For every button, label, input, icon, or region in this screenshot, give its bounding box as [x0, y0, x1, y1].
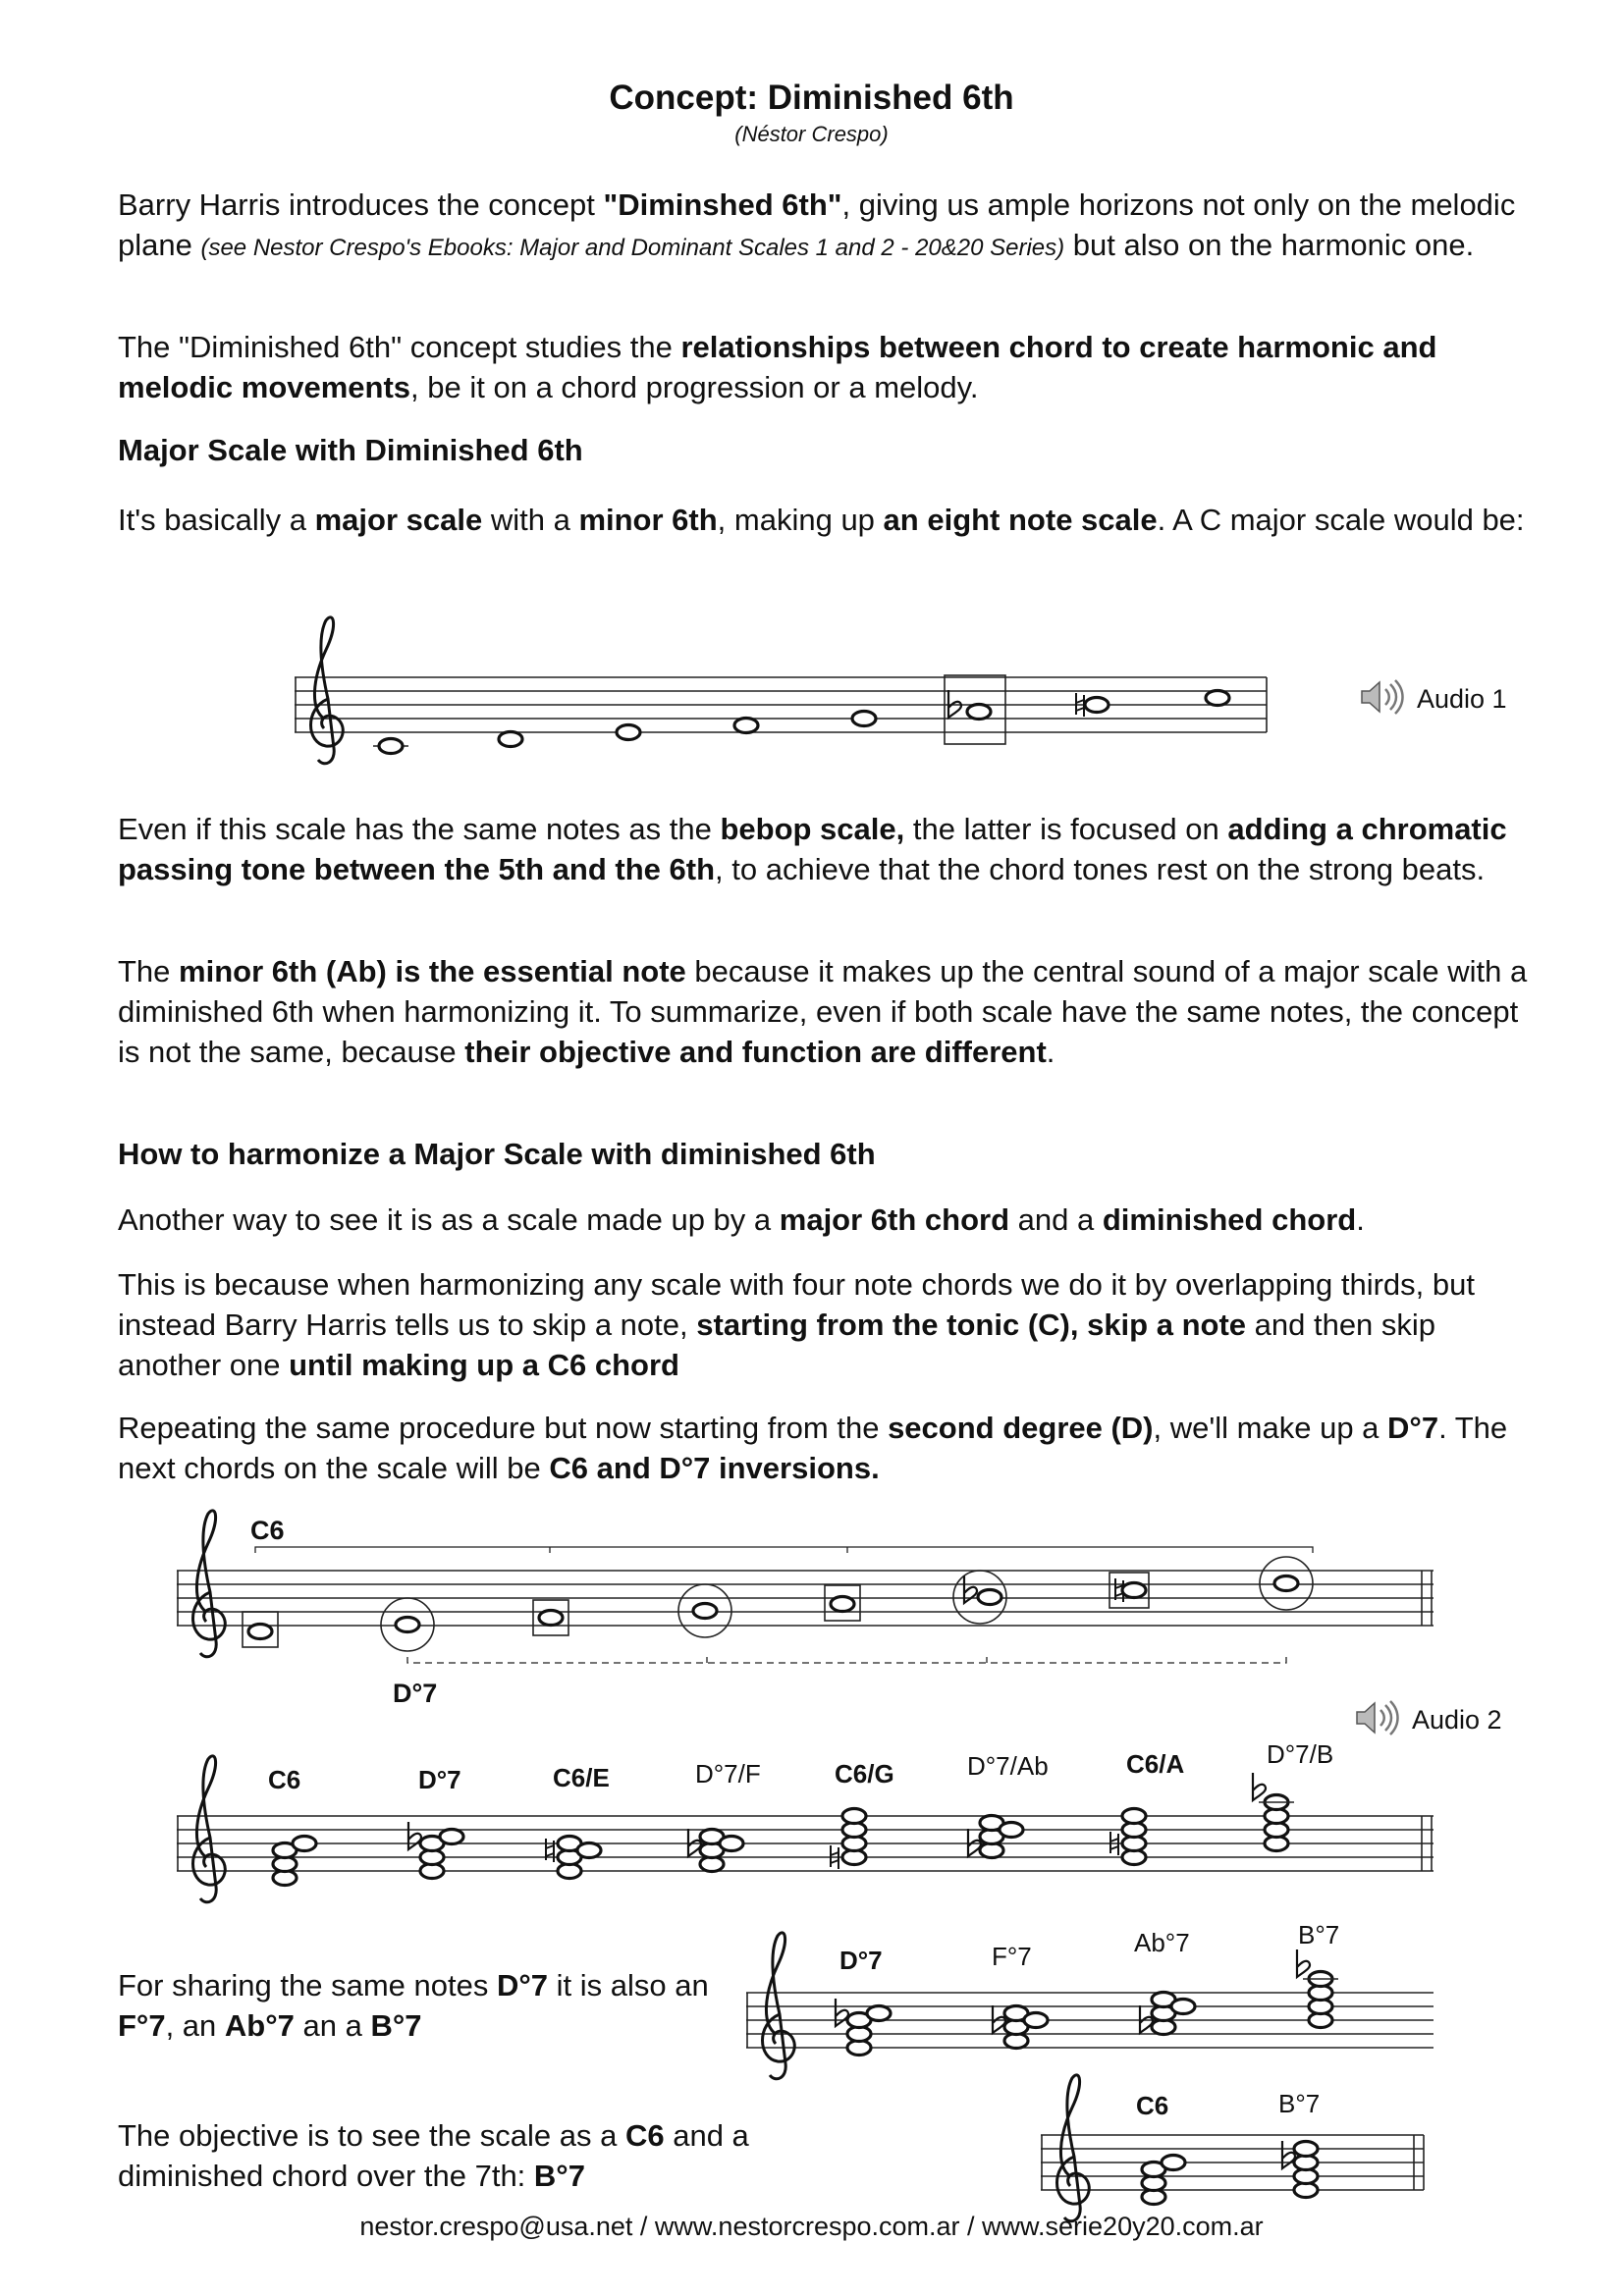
because-paragraph: This is because when harmonizing any scale with four note chords we do it by overlapping thirds, but instead Barry Harris tells us to skip a note, starting from the tonic (C), skip a note and then skip another one until making up a C6 chord	[118, 1267, 1475, 1382]
speaker-icon	[1355, 1700, 1406, 1739]
bebop-paragraph: Even if this scale has the same notes as the bebop scale, the latter is focused on adding a chromatic passing tone between the 5th and the 6th, to achieve that the chord tones rest on the strong beats.	[118, 812, 1507, 886]
another-paragraph: Another way to see it is as a scale made up by a major 6th chord and a diminished chord.	[118, 1202, 1365, 1237]
footer-contact: nestor.crespo@usa.net / www.nestorcrespo.com.ar / www.serie20y20.com.ar	[359, 2212, 1264, 2241]
audio-1-label: Audio 1	[1417, 683, 1507, 714]
intro-paragraph: Barry Harris introduces the concept "Diminshed 6th", giving us ample horizons not only on the melodic plane (see Nestor Crespo's Ebooks: Major and Dominant Scales 1 and 2 - 20&20 Series) but also on the harmonic one.	[118, 187, 1516, 262]
harmonization-staff	[177, 1531, 1443, 1683]
audio-2-label: Audio 2	[1412, 1704, 1502, 1735]
chord-label: D°7/Ab	[967, 1751, 1049, 1781]
objective-paragraph: The objective is to see the scale as a C6 and a diminished chord over the 7th: B°7	[118, 2118, 749, 2193]
staff2-d7-label: D°7	[393, 1679, 438, 1708]
chord-label: C6/G	[835, 1759, 894, 1789]
concept-paragraph: The "Diminished 6th" concept studies the relationships between chord to create harmonic and melodic movements, be it on a chord progression or a melody.	[118, 330, 1437, 404]
objective-staff	[1041, 2096, 1434, 2218]
repeating-paragraph: Repeating the same procedure but now starting from the second degree (D), we'll make up a D°7. The next chords on the scale will be C6 and D°7 inversions.	[118, 1411, 1508, 1485]
chord-label: C6	[1136, 2091, 1169, 2120]
scale-staff	[295, 648, 1276, 780]
chord-label: Ab°7	[1134, 1928, 1190, 1957]
section-heading-harmonize: How to harmonize a Major Scale with diminished 6th	[118, 1137, 876, 1171]
chord-label: D°7/B	[1267, 1739, 1334, 1769]
staff2-c6-label: C6	[250, 1516, 285, 1545]
chord-label: D°7	[839, 1946, 883, 1975]
page-title: Concept: Diminished 6th	[609, 79, 1014, 117]
ebook-reference: (see Nestor Crespo's Ebooks: Major and Dominant Scales 1 and 2 - 20&20 Series)	[200, 235, 1065, 261]
chord-label: C6	[268, 1765, 301, 1794]
chord-label: D°7	[418, 1765, 461, 1794]
scale-notes	[373, 675, 1229, 754]
chord-label: B°7	[1278, 2089, 1321, 2118]
author-credit: (Néstor Crespo)	[734, 122, 889, 146]
dim-chords-staff	[746, 1953, 1434, 2086]
chord-label: C6/A	[1126, 1749, 1185, 1779]
chord-label: C6/E	[553, 1763, 610, 1792]
minor6-paragraph: The minor 6th (Ab) is the essential note because it makes up the central sound of a major scale with a diminished 6th when harmonizing it. To summarize, even if both scale have the same notes, the concept is not the same, because their objective and function are different.	[118, 954, 1528, 1069]
basically-paragraph: It's basically a major scale with a minor 6th, making up an eight note scale. A C major scale would be:	[118, 503, 1525, 537]
chord-label: F°7	[992, 1942, 1032, 1971]
audio-1-button[interactable]	[1360, 679, 1507, 719]
sharing-paragraph: For sharing the same notes D°7 it is also an F°7, an Ab°7 an a B°7	[118, 1968, 709, 2043]
speaker-icon	[1360, 679, 1411, 719]
inversions-staff	[177, 1777, 1443, 1909]
audio-2-button[interactable]	[1355, 1700, 1502, 1739]
section-heading-major-scale: Major Scale with Diminished 6th	[118, 433, 583, 467]
chord-label: D°7/F	[695, 1759, 761, 1789]
chord-label: B°7	[1298, 1920, 1340, 1949]
